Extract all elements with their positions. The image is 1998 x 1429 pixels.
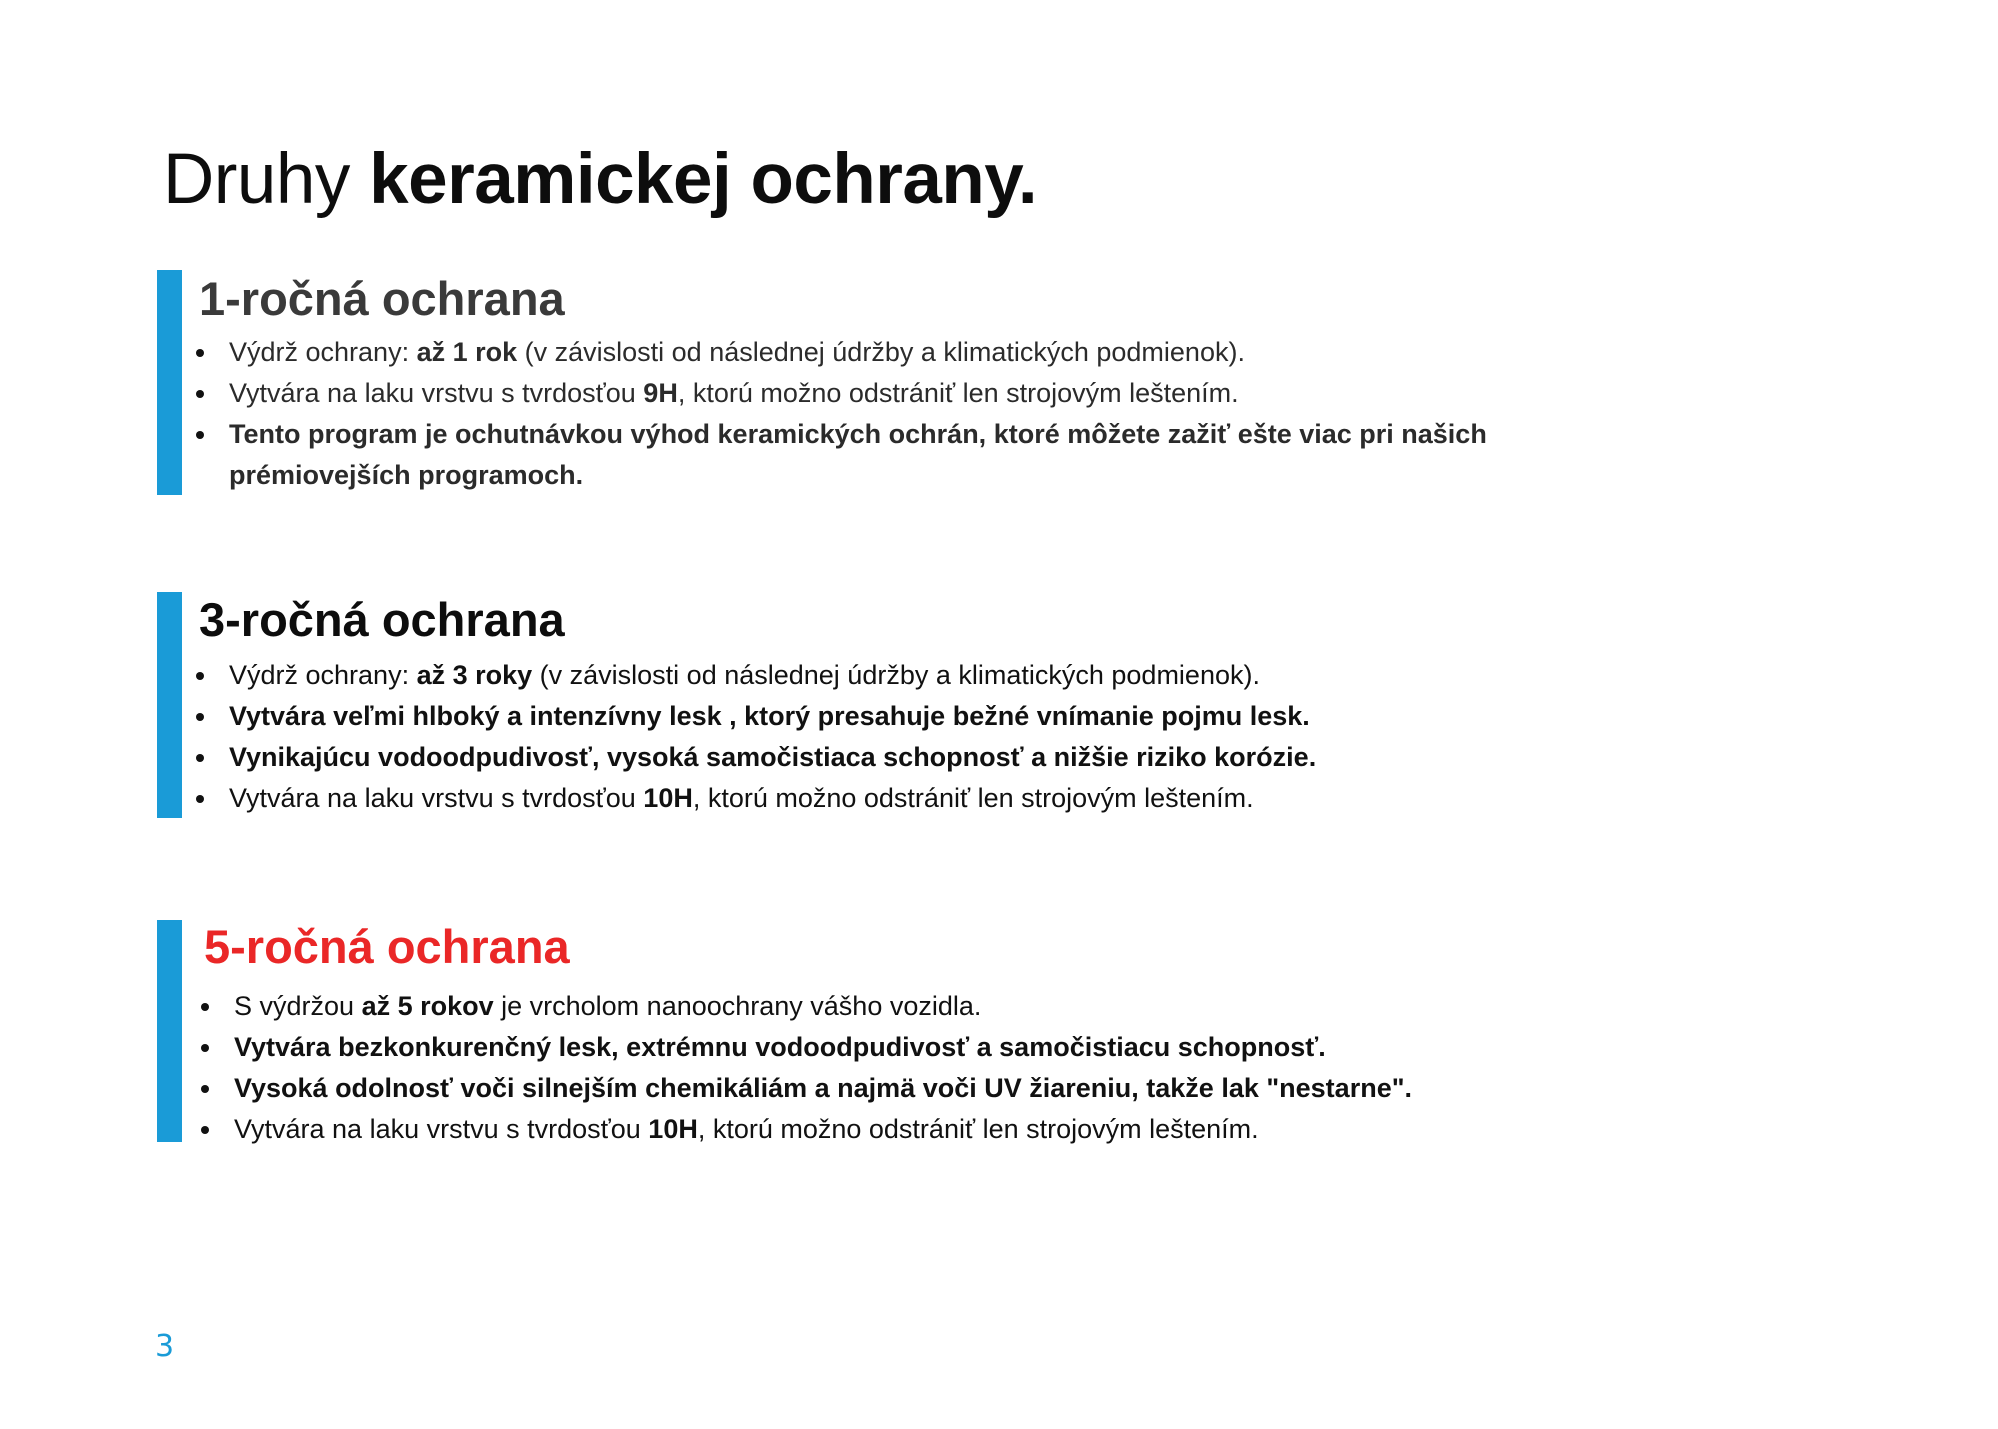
list-item: Vysoká odolnosť voči silnejším chemikáliám a najmä voči UV žiareniu, takže lak "nestarne". <box>234 1068 1682 1109</box>
page-number: 3 <box>155 1329 175 1364</box>
item-text: , ktorú možno odstrániť len strojovým leštením. <box>677 378 1239 408</box>
list-item: Vytvára veľmi hlboký a intenzívny lesk , ktorý presahuje bežné vnímanie pojmu lesk. <box>229 696 1682 737</box>
item-text: Vytvára na laku vrstvu s tvrdosťou <box>234 1114 649 1144</box>
section-3-year <box>157 592 1682 818</box>
item-emphasis: až 3 roky <box>416 660 533 690</box>
list-item <box>229 655 1682 696</box>
list-item: Tento program je ochutnávkou výhod keramických ochrán, ktoré môžete zažiť ešte viac pri našich prémiovejších programoch. <box>229 414 1649 496</box>
list-item <box>229 373 1649 414</box>
item-emphasis: až 1 rok <box>416 337 518 367</box>
list-item <box>229 332 1649 373</box>
item-text: , ktorú možno odstrániť len strojovým leštením. <box>697 1114 1259 1144</box>
item-emphasis: 10H <box>648 1114 698 1144</box>
section-heading: 5-ročná ochrana <box>204 920 570 973</box>
item-text: je vrcholom nanoochrany vášho vozidla. <box>493 991 982 1021</box>
item-text: (v závislosti od následnej údržby a klimatických podmienok). <box>532 660 1260 690</box>
section-heading: 1-ročná ochrana <box>199 272 565 325</box>
item-text: Výdrž ochrany: <box>229 660 417 690</box>
page-title <box>163 140 1037 220</box>
list-item: Vynikajúcu vodoodpudivosť, vysoká samočistiaca schopnosť a nižšie riziko korózie. <box>229 737 1682 778</box>
feature-list <box>182 655 1682 819</box>
list-item <box>229 778 1682 819</box>
item-text: Vytvára na laku vrstvu s tvrdosťou <box>229 378 644 408</box>
page-title-light: Druhy <box>163 140 370 219</box>
item-text: S výdržou <box>234 991 362 1021</box>
item-text: (v závislosti od následnej údržby a klimatických podmienok). <box>517 337 1245 367</box>
feature-list <box>182 332 1649 496</box>
page-title-bold: keramickej ochrany. <box>369 140 1038 219</box>
item-text: Vytvára na laku vrstvu s tvrdosťou <box>229 783 644 813</box>
item-text: Výdrž ochrany: <box>229 337 417 367</box>
list-item: Vytvára bezkonkurenčný lesk, extrémnu vodoodpudivosť a samočistiacu schopnosť. <box>234 1027 1682 1068</box>
item-text: , ktorú možno odstrániť len strojovým leštením. <box>692 783 1254 813</box>
list-item <box>234 1109 1682 1150</box>
list-item <box>234 986 1682 1027</box>
section-heading: 3-ročná ochrana <box>199 593 565 646</box>
item-emphasis: až 5 rokov <box>361 991 494 1021</box>
section-1-year <box>157 270 1682 495</box>
section-5-year <box>157 920 1682 1142</box>
item-emphasis: 9H <box>643 378 678 408</box>
item-emphasis: 10H <box>643 783 693 813</box>
feature-list <box>182 986 1682 1150</box>
